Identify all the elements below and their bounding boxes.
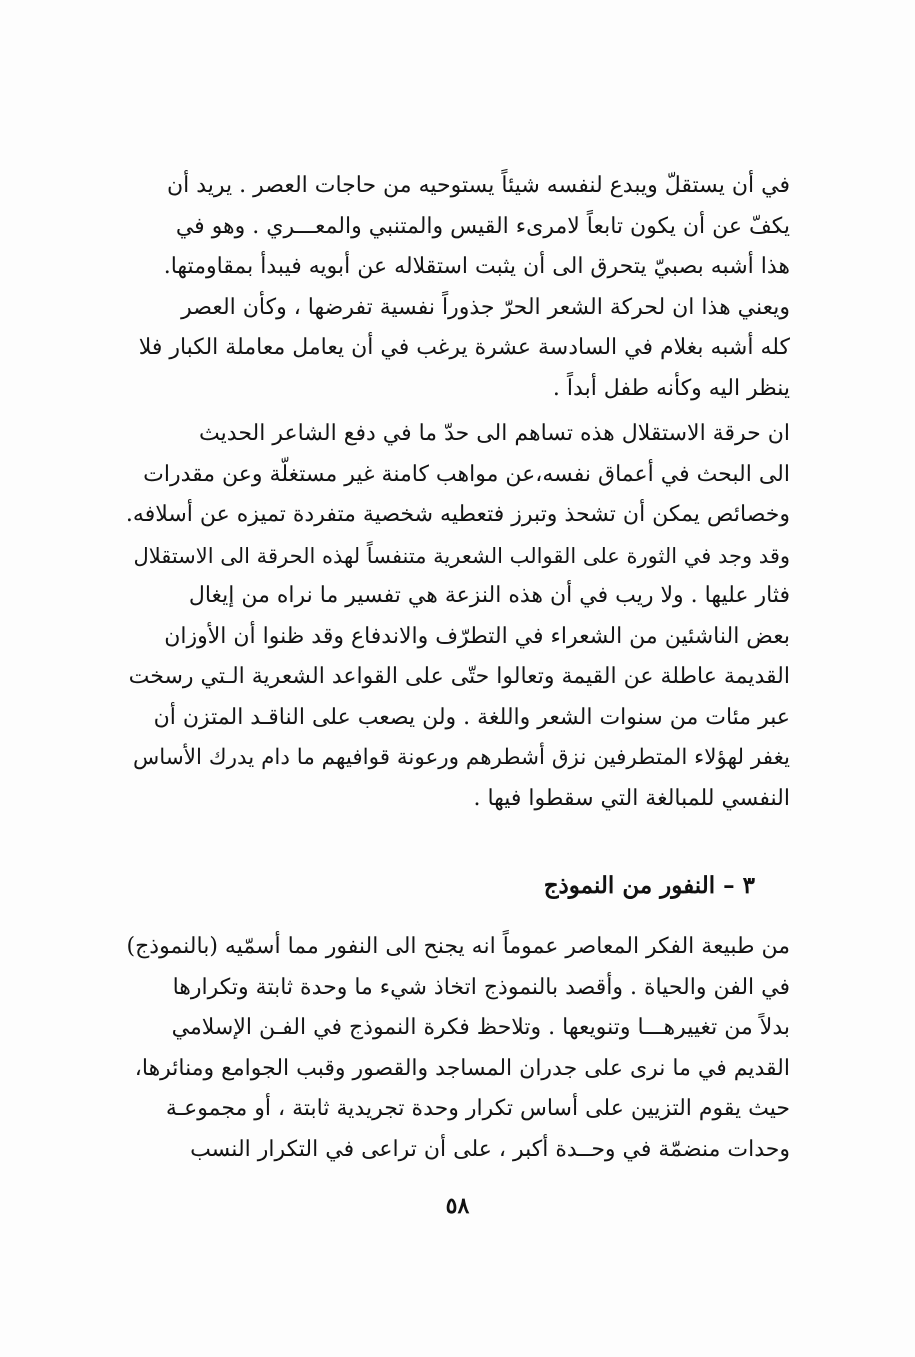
text-line: وحدات منضمّة في وحــدة أكبر ، على أن تراعى في التكرار النسب bbox=[190, 1136, 790, 1162]
text-line: الى البحث في أعماق نفسه،عن مواهب كامنة غير مستغلّة وعن مقدرات bbox=[143, 461, 790, 487]
section-heading: ٣ – النفور من النموذج bbox=[543, 872, 755, 899]
text-line: حيث يقوم التزيين على أساس تكرار وحدة تجريدية ثابتة ، أو مجموعـة bbox=[165, 1096, 790, 1121]
text-line: في أن يستقلّ ويبدع لنفسه شيئاً يستوحيه من حاجات العصر . يريد أن bbox=[166, 173, 790, 198]
paragraph-aversion-to-model bbox=[120, 927, 790, 1170]
text-line: يكفّ عن أن يكون تابعاً لامرىء القيس والمتنبي والمعـــري . وهو في bbox=[175, 213, 790, 239]
text-line: القديمة عاطلة عن القيمة وتعالوا حتّى على القواعد الشعرية الـتي رسخت bbox=[128, 664, 790, 689]
text-line: وخصائص يمكن أن تشحذ وتبرز فتعطيه شخصية متفردة تميزه عن أسلافه. bbox=[125, 502, 790, 527]
text-line: وقد وجد في الثورة على القوالب الشعرية متنفساً لهذه الحرقة الى الاستقلال bbox=[133, 543, 790, 568]
text-line: ان حرقة الاستقلال هذه تساهم الى حدّ ما في دفع الشاعر الحديث bbox=[199, 421, 790, 446]
page-number: ٥٨ bbox=[445, 1193, 470, 1219]
text-line: ينظر اليه وكأنه طفل أبداً . bbox=[552, 375, 790, 401]
text-line: بعض الناشئين من الشعراء في التطرّف والاندفاع وقد ظنوا أن الأوزان bbox=[164, 623, 790, 649]
paragraph-urge-for-independence bbox=[120, 414, 790, 819]
text-line: هذا أشبه بصبيّ يتحرق الى أن يثبت استقلاله عن أبويه فيبدأ بمقاومتها. bbox=[163, 254, 790, 279]
text-line: عبر مئات من سنوات الشعر واللغة . ولن يصعب على الناقـد المتزن أن bbox=[153, 704, 790, 730]
paragraph-independence bbox=[120, 166, 790, 409]
text-line: في الفن والحياة . وأقصد بالنموذج اتخاذ شيء ما وحدة ثابتة وتكرارها bbox=[172, 974, 790, 1000]
text-line: من طبيعة الفكر المعاصر عموماً انه يجنح الى النفور مما أسمّيه (بالنموذج) bbox=[126, 934, 790, 959]
text-line: القديم في ما نرى على جدران المساجد والقصور وقبب الجوامع ومنائرها، bbox=[134, 1055, 790, 1081]
text-line: يغفر لهؤلاء المتطرفين نزق أشطرهم ورعونة قوافيهم ما دام يدرك الأساس bbox=[132, 745, 790, 770]
text-line: كله أشبه بغلام في السادسة عشرة يرغب في أن يعامل معاملة الكبار فلا bbox=[138, 335, 790, 360]
text-line: بدلاً من تغييرهـــا وتنويعها . وتلاحظ فكرة النموذج في الفـن الإسلامي bbox=[171, 1015, 790, 1040]
text-line: ويعني هذا ان لحركة الشعر الحرّ جذوراً نفسية تفرضها ، وكأن العصر bbox=[181, 294, 790, 320]
text-line: النفسي للمبالغة التي سقطوا فيها . bbox=[473, 785, 790, 811]
text-line: فثار عليها . ولا ريب في أن هذه النزعة هي تفسير ما نراه من إيغال bbox=[188, 583, 790, 608]
